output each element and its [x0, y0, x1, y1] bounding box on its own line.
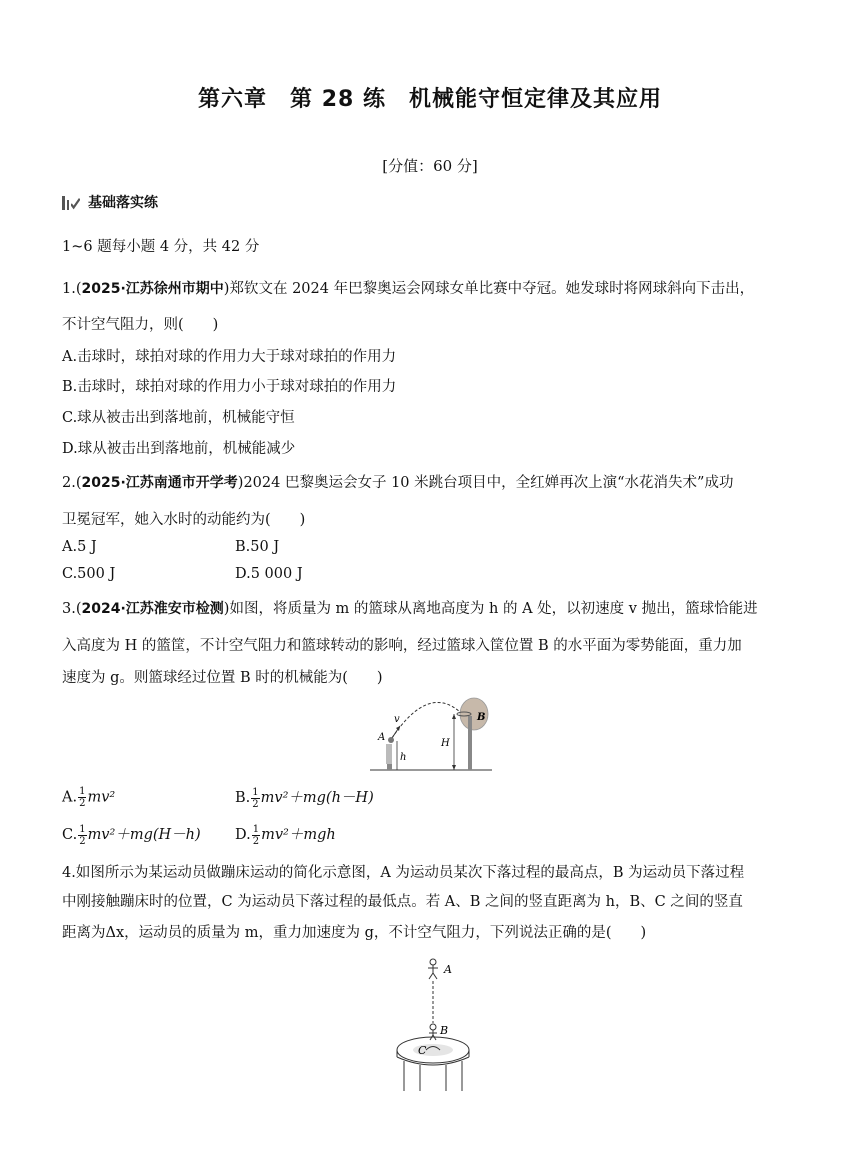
q2-line2: 卫冕冠军，她入水时的动能约为( ) — [62, 512, 306, 528]
q2-option-d: D.5 000 J — [235, 566, 303, 582]
q4-line1: 4.如图所示为某运动员做蹦床运动的简化示意图，A 为运动员某次下落过程的最高点，B 为运动员下落过程 — [62, 865, 745, 881]
figure-label-a: A — [444, 963, 452, 976]
q3-option-c: C. $\frac{1}{2}$ mv²＋mg(H－h) — [62, 823, 201, 847]
figure-label-h-lower: h — [400, 752, 407, 763]
page-title: 第六章 第 28 练 机械能守恒定律及其应用 — [198, 87, 662, 112]
trampoline-figure — [390, 955, 480, 1095]
q1-line2: 不计空气阻力，则( ) — [62, 317, 219, 333]
q1-line1: 1.(2025·江苏徐州市期中)郑钦文在 2024 年巴黎奥运会网球女单比赛中夺冠。她发球时将网球斜向下击出， — [62, 281, 755, 297]
half-fraction: $\frac{1}{2}$ — [79, 786, 86, 809]
q1-source: 2025·江苏徐州市期中 — [81, 281, 224, 297]
q3-line1: 3.(2024·江苏淮安市检测)如图，将质量为 m 的篮球从离地高度为 h 的 A 处，以初速度 v 抛出，篮球恰能进 — [62, 601, 758, 617]
half-fraction: $\frac{1}{2}$ — [252, 823, 260, 847]
half-fraction: $\frac{1}{2}$ — [79, 823, 86, 847]
q4-line3: 距离为Δx，运动员的质量为 m，重力加速度为 g，不计空气阻力，下列说法正确的是( ) — [62, 925, 647, 941]
q1-option-c: C.球从被击出到落地前，机械能守恒 — [62, 410, 295, 426]
q3-source: 2024·江苏淮安市检测 — [81, 601, 224, 617]
q4-line2: 中刚接触蹦床时的位置，C 为运动员下落过程的最低点。若 A、B 之间的竖直距离为 h，B、C 之间的竖直 — [62, 894, 743, 910]
q3-option-b: B. $\frac{1}{2}$ mv²＋mg(h－H) — [235, 786, 374, 810]
q3-option-a: A. $\frac{1}{2}$ mv² — [62, 786, 116, 809]
q2-option-b: B.50 J — [235, 539, 280, 555]
section-title: 基础落实练 — [88, 195, 158, 211]
section-heading — [62, 192, 158, 212]
q3-option-d: D. $\frac{1}{2}$ mv²＋mgh — [235, 823, 336, 847]
figure-label-a: A — [378, 732, 386, 743]
basketball-figure — [368, 694, 494, 774]
q1-option-d: D.球从被击出到落地前，机械能减少 — [62, 441, 296, 457]
section-intro: 1~6 题每小题 4 分，共 42 分 — [62, 239, 260, 255]
figure-label-b: B — [477, 712, 486, 723]
figure-label-b: B — [440, 1024, 449, 1037]
score-label: [分值：60 分] — [382, 157, 478, 175]
figure-label-c: C — [418, 1044, 427, 1057]
q3-line2: 入高度为 H 的篮筐，不计空气阻力和篮球转动的影响，经过篮球入筐位置 B 的水平面为零势能面，重力加 — [62, 638, 742, 654]
figure-label-v: v — [394, 714, 400, 725]
q2-source: 2025·江苏南通市开学考 — [81, 475, 238, 491]
q1-option-b: B.击球时，球拍对球的作用力小于球对球拍的作用力 — [62, 379, 397, 395]
checklist-icon — [62, 194, 80, 210]
q2-option-a: A.5 J — [62, 539, 97, 555]
q3-line3: 速度为 g。则篮球经过位置 B 时的机械能为( ) — [62, 670, 383, 686]
q1-option-a: A.击球时，球拍对球的作用力大于球对球拍的作用力 — [62, 349, 397, 365]
q2-line1: 2.(2025·江苏南通市开学考)2024 巴黎奥运会女子 10 米跳台项目中，全红婵再次上演“水花消失术”成功 — [62, 475, 734, 491]
half-fraction: $\frac{1}{2}$ — [252, 786, 259, 810]
q2-option-c: C.500 J — [62, 566, 116, 582]
figure-label-h-upper: H — [441, 738, 450, 749]
